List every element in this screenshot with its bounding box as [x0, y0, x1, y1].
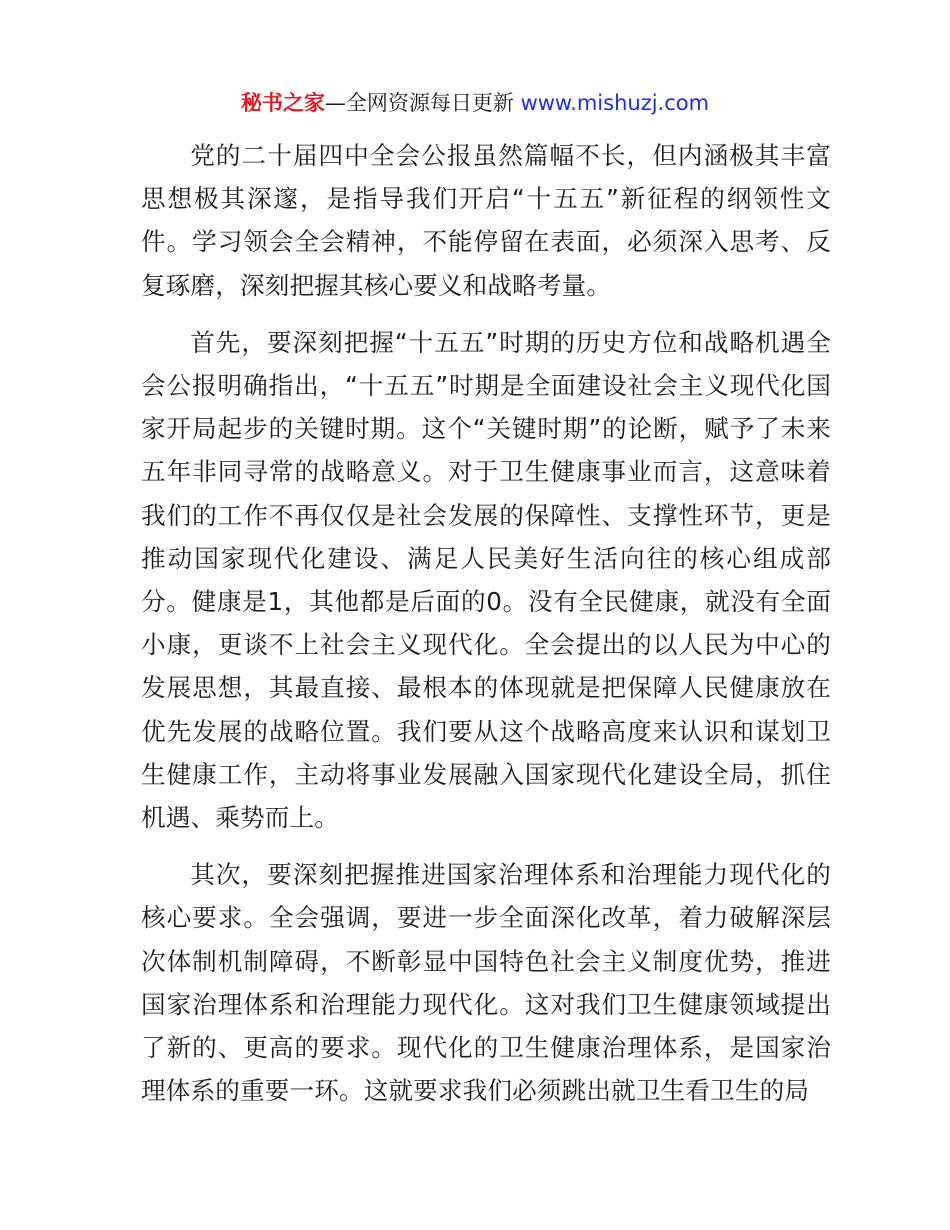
header-slogan: —全网资源每日更新: [324, 91, 521, 115]
document-body: [141, 134, 831, 1112]
website-link[interactable]: www.mishuzj.com: [520, 91, 710, 115]
paragraph-second-point: 其次，要深刻把握推进国家治理体系和治理能力现代化的核心要求。全会强调，要进一步全面深化改革，着力破解深层次体制机制障碍，不断彰显中国特色社会主义制度优势，推进国家治理体系和治理能力现代化。这对我们卫生健康领域提出了新的、更高的要求。现代化的卫生健康治理体系，是国家治理体系的重要一环。这就要求我们必须跳出就卫生看卫生的局: [141, 860, 831, 1106]
paragraph-intro: 党的二十届四中全会公报虽然篇幅不长，但内涵极其丰富思想极其深邃，是指导我们开启“十五五”新征程的纲领性文件。学习领会全会精神，不能停留在表面，必须深入思考、反复琢磨，深刻把握其核心要义和战略考量。: [141, 141, 831, 300]
paragraph-first-point: 首先，要深刻把握“十五五”时期的历史方位和战略机遇全会公报明确指出，“十五五”时期是全面建设社会主义现代化国家开局起步的关键时期。这个“关键时期”的论断，赋予了未来五年非同寻常的战略意义。对于卫生健康事业而言，这意味着我们的工作不再仅仅是社会发展的保障性、支撑性环节，更是推动国家现代化建设、满足人民美好生活向往的核心组成部分。健康是1，其他都是后面的0。没有全民健康，就没有全面小康，更谈不上社会主义现代化。全会提出的以人民为中心的发展思想，其最直接、最根本的体现就是把保障人民健康放在优先发展的战略位置。我们要从这个战略高度来认识和谋划卫生健康工作，主动将事业发展融入国家现代化建设全局，抓住机遇、乘势而上。: [141, 327, 831, 833]
page-header: [0, 88, 950, 118]
brand-name: 秘书之家: [240, 91, 325, 115]
